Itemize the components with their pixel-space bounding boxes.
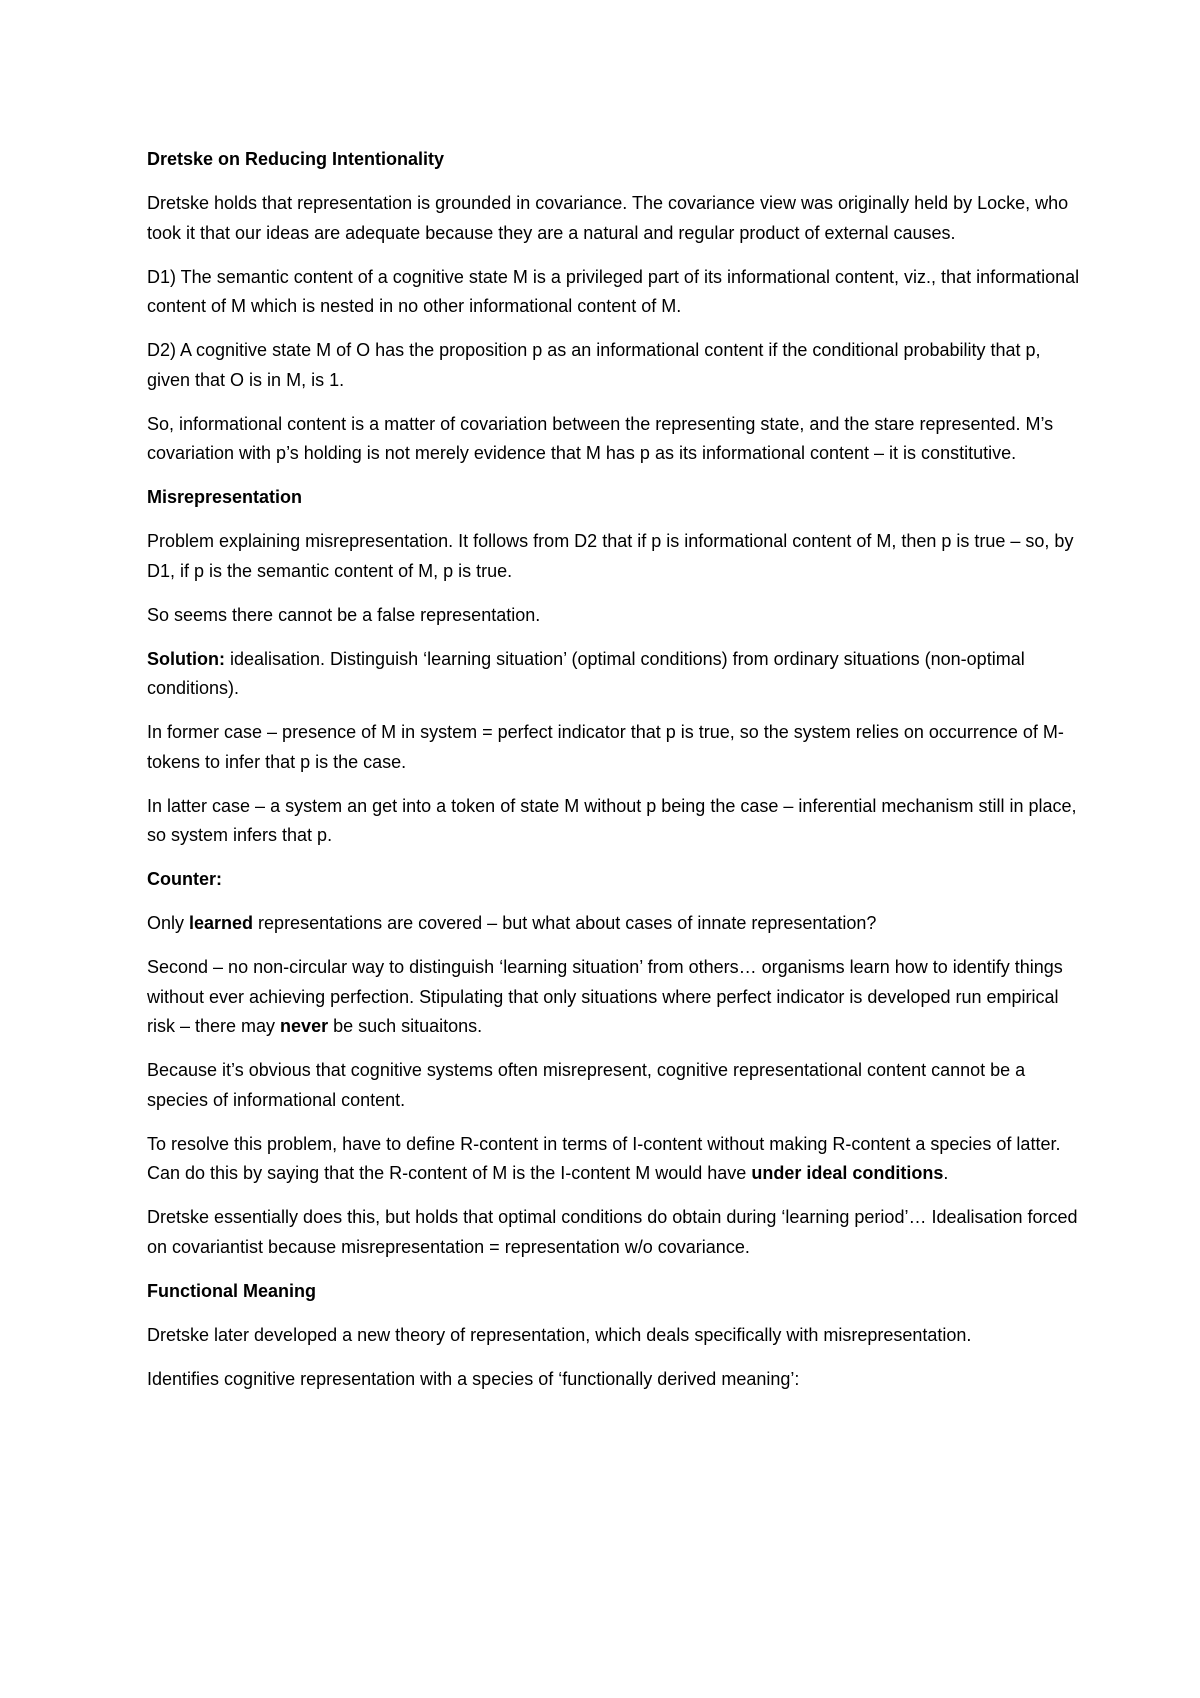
paragraph: Dretske later developed a new theory of representation, which deals specifically with misrepresentation. bbox=[147, 1324, 972, 1345]
text-run: . bbox=[943, 1163, 949, 1183]
text-run: To resolve this problem, have to define R-content in terms of I-content without making R-content a species of latter. Can do this by saying that the R-content of M is the I-content M would have bbox=[147, 1133, 1061, 1183]
paragraph: Because it’s obvious that cognitive systems often misrepresent, cognitive representational content cannot be a species of informational content. bbox=[147, 1060, 1026, 1110]
text-run: be such situaitons. bbox=[328, 1016, 483, 1036]
text-run: idealisation. Distinguish ‘learning situation’ (optimal conditions) from ordinary situations (non-optimal conditions). bbox=[147, 648, 1025, 698]
bold-word: learned bbox=[189, 913, 254, 933]
text-run: Second – no non-circular way to distinguish ‘learning situation’ from others… organisms learn how to identify things without ever achieving perfection. Stipulating that only situations where perfect indicator is developed run empirical risk – there may bbox=[147, 957, 1063, 1036]
section-heading-counter: Counter: bbox=[147, 869, 222, 889]
paragraph: Dretske essentially does this, but holds that optimal conditions do obtain during ‘learning period’… Idealisation forced on covariantist because misrepresentation = representation w/o covariance. bbox=[147, 1207, 1078, 1257]
paragraph: Identifies cognitive representation with a species of ‘functionally derived meaning’: bbox=[147, 1368, 800, 1389]
paragraph bbox=[147, 909, 1082, 939]
paragraph bbox=[147, 1130, 1082, 1189]
paragraph: So, informational content is a matter of covariation between the representing state, and the stare represented. M’s covariation with p’s holding is not merely evidence that M has p as its informational content – it is constitutive. bbox=[147, 413, 1054, 463]
bold-word: never bbox=[280, 1016, 329, 1036]
bold-label: Solution: bbox=[147, 648, 225, 669]
paragraph: D2) A cognitive state M of O has the proposition p as an informational content if the conditional probability that p, given that O is in M, is 1. bbox=[147, 340, 1041, 390]
paragraph: So seems there cannot be a false representation. bbox=[147, 604, 541, 625]
paragraph bbox=[147, 645, 1082, 704]
document-title: Dretske on Reducing Intentionality bbox=[147, 149, 445, 169]
paragraph: D1) The semantic content of a cognitive state M is a privileged part of its informational content, viz., that informational content of M which is nested in no other informational content of M. bbox=[147, 266, 1080, 316]
section-heading-functional-meaning: Functional Meaning bbox=[147, 1280, 316, 1301]
paragraph bbox=[147, 953, 1082, 1042]
paragraph: In latter case – a system an get into a token of state M without p being the case – inferential mechanism still in place, so system infers that p. bbox=[147, 795, 1077, 845]
section-heading-misrepresentation: Misrepresentation bbox=[147, 487, 303, 507]
text-run: representations are covered – but what about cases of innate representation? bbox=[253, 913, 877, 933]
paragraph: Dretske holds that representation is grounded in covariance. The covariance view was originally held by Locke, who took it that our ideas are adequate because they are a natural and regular product of external causes. bbox=[147, 193, 1069, 243]
text-run: Only bbox=[147, 913, 190, 933]
document-body bbox=[147, 145, 1082, 1409]
paragraph: In former case – presence of M in system = perfect indicator that p is true, so the system relies on occurrence of M-tokens to infer that p is the case. bbox=[147, 722, 1064, 772]
paragraph: Problem explaining misrepresentation. It follows from D2 that if p is informational content of M, then p is true – so, by D1, if p is the semantic content of M, p is true. bbox=[147, 531, 1074, 581]
bold-phrase: under ideal conditions bbox=[751, 1163, 944, 1183]
